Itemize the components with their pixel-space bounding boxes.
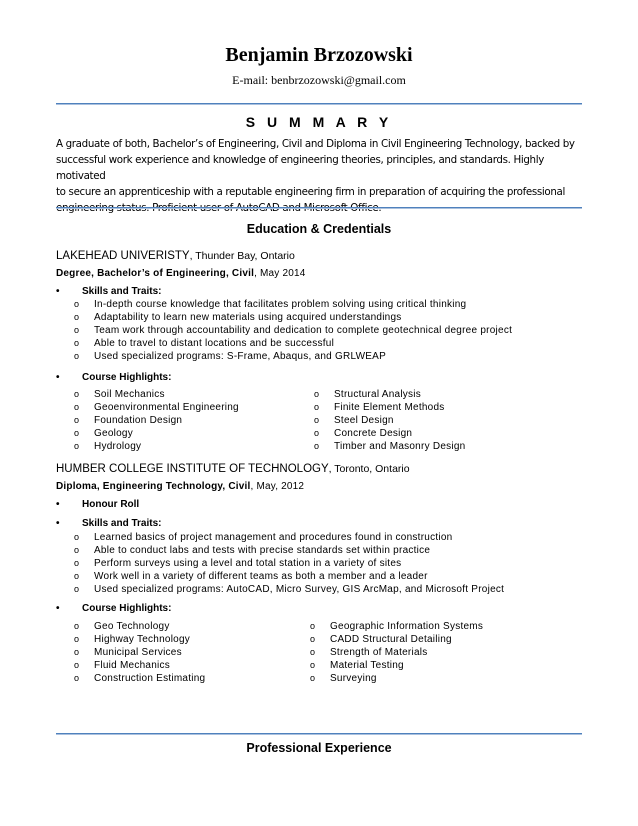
humber-institution bbox=[56, 463, 410, 475]
divider bbox=[56, 103, 582, 105]
humber-skills-list bbox=[74, 531, 504, 596]
humber-courses-left bbox=[74, 620, 205, 685]
humber-courses-right bbox=[310, 620, 483, 685]
list-item: o Geographic Information Systems bbox=[310, 621, 484, 632]
sub-bullet-icon: o bbox=[74, 402, 80, 412]
sub-bullet-icon: o bbox=[74, 351, 80, 361]
list-item: o Learned basics of project management and procedures found in construction bbox=[74, 532, 453, 543]
list-item: o Concrete Design bbox=[314, 428, 413, 439]
list-item: o Strength of Materials bbox=[310, 647, 428, 658]
humber-skills-heading: • Skills and Traits: bbox=[56, 518, 162, 529]
bullet-icon: • bbox=[56, 372, 60, 383]
sub-bullet-icon: o bbox=[310, 634, 316, 644]
list-item: o Foundation Design bbox=[74, 415, 183, 426]
list-item: o Structural Analysis bbox=[314, 389, 422, 400]
lakehead-courses-left bbox=[74, 388, 239, 453]
bullet-icon: • bbox=[56, 518, 60, 529]
list-item: o Surveying bbox=[310, 673, 377, 684]
list-item: o Geo Technology bbox=[74, 621, 170, 632]
education-heading: Education & Credentials bbox=[246, 222, 392, 236]
candidate-email: E-mail: benbrzozowski@gmail.com bbox=[232, 73, 406, 87]
degree-date: , May, 2012 bbox=[250, 481, 305, 492]
list-item: o Able to conduct labs and tests with precise standards set within practice bbox=[74, 545, 431, 556]
lakehead-courses-heading: • Course Highlights: bbox=[56, 372, 172, 383]
list-item: o Construction Estimating bbox=[74, 673, 206, 684]
humber-courses-heading: • Course Highlights: bbox=[56, 603, 172, 614]
sub-bullet-icon: o bbox=[74, 299, 80, 309]
sub-bullet-icon: o bbox=[314, 441, 320, 451]
list-item: o Highway Technology bbox=[74, 634, 191, 645]
sub-bullet-icon: o bbox=[74, 673, 80, 683]
humber-honour: • Honour Roll bbox=[56, 499, 140, 510]
degree-name: Degree, Bachelor’s of Engineering, Civil bbox=[56, 268, 255, 279]
sub-bullet-icon: o bbox=[74, 415, 80, 425]
summary-line: engineering status. Proficient user of AutoCAD and Microsoft Office. bbox=[56, 202, 382, 214]
list-item: o Timber and Masonry Design bbox=[314, 441, 466, 452]
list-item: o Used specialized programs: S-Frame, Abaqus, and GRLWEAP bbox=[74, 351, 387, 362]
sub-bullet-icon: o bbox=[74, 660, 80, 670]
sub-bullet-icon: o bbox=[310, 673, 316, 683]
bullet-icon: • bbox=[56, 603, 60, 614]
list-item: o Soil Mechanics bbox=[74, 389, 165, 400]
institution-location: , Toronto, Ontario bbox=[328, 463, 410, 475]
lakehead-degree bbox=[56, 268, 306, 279]
list-item: o Adaptability to learn new materials using acquired understandings bbox=[74, 312, 402, 323]
list-item: o Able to travel to distant locations and be successful bbox=[74, 338, 335, 349]
sub-bullet-icon: o bbox=[74, 338, 80, 348]
candidate-name: Benjamin Brzozowski bbox=[225, 44, 413, 66]
divider bbox=[56, 733, 582, 735]
summary-heading: S U M M A R Y bbox=[245, 114, 393, 130]
sub-bullet-icon: o bbox=[74, 428, 80, 438]
sub-bullet-icon: o bbox=[74, 545, 80, 555]
divider bbox=[56, 207, 582, 209]
sub-bullet-icon: o bbox=[74, 389, 80, 399]
institution-name: LAKEHEAD UNIVERISTY bbox=[56, 250, 190, 262]
sub-bullet-icon: o bbox=[74, 634, 80, 644]
sub-bullet-icon: o bbox=[314, 402, 320, 412]
institution-location: , Thunder Bay, Ontario bbox=[189, 250, 295, 262]
list-item: o Fluid Mechanics bbox=[74, 660, 171, 671]
list-item: o Geology bbox=[74, 428, 133, 439]
lakehead-skills-heading: • Skills and Traits: bbox=[56, 286, 162, 297]
degree-date: , May 2014 bbox=[254, 268, 306, 279]
summary-text bbox=[56, 136, 586, 216]
sub-bullet-icon: o bbox=[314, 389, 320, 399]
sub-bullet-icon: o bbox=[74, 621, 80, 631]
list-item: o CADD Structural Detailing bbox=[310, 634, 452, 645]
sub-bullet-icon: o bbox=[310, 621, 316, 631]
sub-bullet-icon: o bbox=[310, 660, 316, 670]
sub-bullet-icon: o bbox=[310, 647, 316, 657]
list-item: o Finite Element Methods bbox=[314, 402, 445, 413]
bullet-icon: • bbox=[56, 286, 60, 297]
list-item: o Perform surveys using a level and total station in a variety of sites bbox=[74, 558, 402, 569]
list-item: o In-depth course knowledge that facilitates problem solving using critical thinking bbox=[74, 299, 467, 310]
list-item: o Work well in a variety of different teams as both a member and a leader bbox=[74, 571, 428, 582]
humber-degree bbox=[56, 481, 304, 492]
lakehead-courses-right bbox=[314, 388, 465, 453]
sub-bullet-icon: o bbox=[74, 312, 80, 322]
sub-bullet-icon: o bbox=[74, 584, 80, 594]
list-item: o Hydrology bbox=[74, 441, 142, 452]
experience-heading: Professional Experience bbox=[246, 741, 392, 755]
sub-bullet-icon: o bbox=[74, 441, 80, 451]
summary-line: A graduate of both, Bachelor’s of Engineering, Civil and Diploma in Civil Engineering Technology, backed by bbox=[56, 138, 575, 150]
list-item: o Used specialized programs: AutoCAD, Micro Survey, GIS ArcMap, and Microsoft Project bbox=[74, 584, 505, 595]
lakehead-skills-list bbox=[74, 298, 512, 363]
sub-bullet-icon: o bbox=[74, 325, 80, 335]
lakehead-institution bbox=[56, 250, 295, 262]
sub-bullet-icon: o bbox=[314, 428, 320, 438]
list-item: o Team work through accountability and dedication to complete geotechnical degree project bbox=[74, 325, 513, 336]
list-item: o Municipal Services bbox=[74, 647, 182, 658]
list-item: o Steel Design bbox=[314, 415, 394, 426]
list-item: o Geoenvironmental Engineering bbox=[74, 402, 239, 413]
summary-line: successful work experience and knowledge of engineering theories, principles, and standards. Highly motivated bbox=[56, 154, 544, 182]
sub-bullet-icon: o bbox=[74, 558, 80, 568]
sub-bullet-icon: o bbox=[74, 647, 80, 657]
institution-name: HUMBER COLLEGE INSTITUTE OF TECHNOLOGY bbox=[56, 463, 329, 475]
degree-name: Diploma, Engineering Technology, Civil bbox=[56, 481, 251, 492]
sub-bullet-icon: o bbox=[74, 571, 80, 581]
bullet-icon: • bbox=[56, 499, 60, 510]
sub-bullet-icon: o bbox=[74, 532, 80, 542]
list-item: o Material Testing bbox=[310, 660, 404, 671]
summary-line: to secure an apprenticeship with a reputable engineering firm in preparation of acquiring the professional bbox=[56, 186, 566, 198]
sub-bullet-icon: o bbox=[314, 415, 320, 425]
